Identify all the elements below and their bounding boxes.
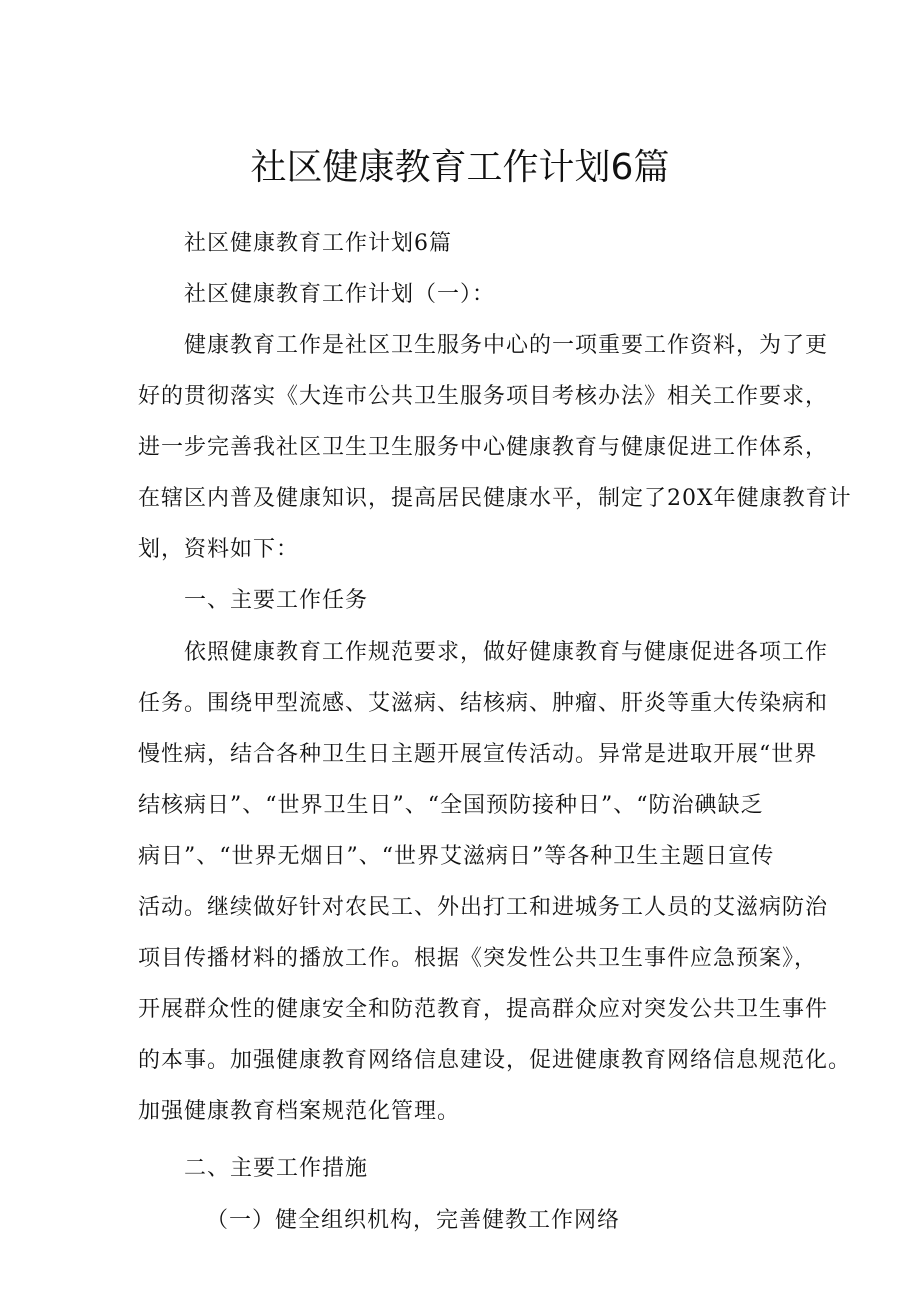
paragraph-line: 项目传播材料的播放工作。根据《突发性公共卫生事件应急预案》， [138, 946, 818, 971]
paragraph-line: 依照健康教育工作规范要求，做好健康教育与健康促进各项工作 [184, 640, 829, 665]
paragraph-line: 结核病日”、“世界卫生日”、“全国预防接种日”、“防治碘缺乏 [138, 793, 764, 818]
paragraph-line: 开展群众性的健康安全和防范教育，提高群众应对突发公共卫生事件 [138, 997, 829, 1022]
paragraph-line: 任务。围绕甲型流感、艾滋病、结核病、肿瘤、肝炎等重大传染病和 [138, 691, 829, 716]
subsection-heading-organization: （一）健全组织机构，完善健教工作网络 [206, 1208, 621, 1233]
paragraph-line: 进一步完善我社区卫生卫生服务中心健康教育与健康促进工作体系， [138, 435, 829, 460]
section-heading-main-measures: 二、主要工作措施 [184, 1156, 369, 1181]
paragraph-line: 活动。继续做好针对农民工、外出打工和进城务工人员的艾滋病防治 [138, 895, 829, 920]
subtitle-line: 社区健康教育工作计划6篇 [184, 231, 452, 256]
paragraph-line: 病日”、“世界无烟日”、“世界艾滋病日”等各种卫生主题日宣传 [138, 844, 775, 869]
paragraph-line: 加强健康教育档案规范化管理。 [138, 1099, 461, 1124]
paragraph-line: 划，资料如下： [138, 537, 300, 562]
section-heading-plan-one: 社区健康教育工作计划（一）： [184, 282, 496, 307]
section-heading-main-tasks: 一、主要工作任务 [184, 588, 369, 613]
paragraph-line: 健康教育工作是社区卫生服务中心的一项重要工作资料，为了更 [184, 333, 829, 358]
document-title: 社区健康教育工作计划6篇 [250, 147, 670, 188]
paragraph-line: 好的贯彻落实《大连市公共卫生服务项目考核办法》相关工作要求， [138, 384, 829, 409]
paragraph-line: 的本事。加强健康教育网络信息建设，促进健康教育网络信息规范化。 [138, 1048, 852, 1073]
paragraph-line: 慢性病，结合各种卫生日主题开展宣传活动。异常是进取开展“世界 [138, 742, 818, 767]
paragraph-line: 在辖区内普及健康知识，提高居民健康水平，制定了20X年健康教育计 [138, 486, 852, 511]
document-body [138, 224, 852, 1241]
